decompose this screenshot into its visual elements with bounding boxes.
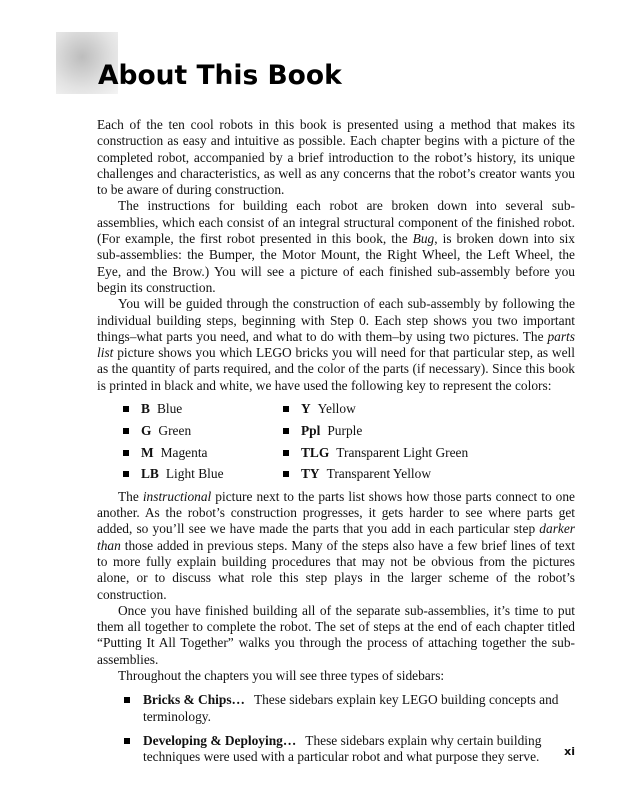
emphasis-instructional: instructional [142,488,212,504]
color-key-item [123,466,283,482]
color-name: Magenta [160,444,208,460]
sidebar-type-name: Bricks & Chips… [143,692,245,708]
bullet-square-icon [123,406,129,412]
bullet-square-icon [283,450,289,456]
color-key-item [283,445,503,461]
emphasis-darker-than: darker than [97,521,575,553]
bullet-square-icon [124,697,130,703]
bullet-square-icon [124,738,130,744]
bullet-square-icon [283,428,289,434]
sidebar-type-desc: These sidebars explain key LEGO building concepts and terminology. [143,692,559,724]
text-run: those added in previous steps. Many of the steps also have a few brief lines of text to more fully explain building procedures that may not be obvious from the pictures alone, or to discuss what role this step plays in the larger scheme of the robot’s construction. [97,537,575,602]
text-run: Throughout the chapters you will see three types of sidebars: [118,668,445,683]
bullet-square-icon [123,428,129,434]
color-name: Green [158,422,192,438]
emphasis-parts-list: parts list [97,328,575,361]
color-key-item [283,401,503,417]
bullet-square-icon [123,450,129,456]
color-name: Transparent Light Green [336,444,469,460]
color-code: LB [141,466,159,482]
color-key-list [123,401,575,483]
sidebar-type-text [143,733,575,766]
page-title: About This Book [98,60,342,91]
color-code: Y [301,401,311,417]
bullet-square-icon [123,471,129,477]
paragraph-putting-together [97,603,575,668]
sidebar-type-text [143,692,575,725]
color-code: TLG [301,444,330,460]
color-code: Ppl [301,422,321,438]
sidebar-type-name: Developing & Deploying… [143,732,297,748]
paragraph-sidebars-intro [97,668,575,684]
text-run: The instructions for building each robot are broken down into several sub-assemblies, which each consist of an integral structural component of the finished robot. (For example, the first robot presented in this book, the [97,198,575,247]
color-key-item [123,401,283,417]
color-name: Transparent Yellow [326,466,432,482]
text-run: You will be guided through the construction of each sub-assembly by following the individual building steps, beginning with Step 0. Each step shows you two important things–what parts you need, and what to do with them–by using two pictures. The [97,296,575,344]
color-code: TY [301,466,320,482]
color-key-item [123,445,283,461]
color-code: G [141,422,152,438]
text-run: The [118,488,143,504]
text-run: picture shows you which LEGO bricks you will need for that particular step, as well as the quantity of parts required, and the color of the parts (if necessary). Since this book is printed in black and white, we have used the following key to represent the colors: [97,345,575,393]
paragraph-subassemblies [97,198,575,296]
color-name: Blue [156,401,183,417]
color-key-item [123,423,283,439]
bullet-square-icon [283,471,289,477]
color-name: Purple [327,422,363,438]
paragraph-intro [97,117,575,198]
color-name: Light Blue [165,466,224,482]
page-number: xi [564,745,575,758]
paragraph-instructional [97,489,575,603]
text-run: Once you have finished building all of the separate sub-assemblies, it’s time to put them all together to complete the robot. The set of steps at the end of each chapter titled “Putting It All Together” walks you through the process of attaching together the sub-assemblies. [97,602,575,667]
color-code: M [141,444,154,460]
color-key-item [283,423,503,439]
text-run: picture next to the parts list shows how those parts connect to one another. As the robot’s construction progresses, it gets harder to see where parts get added, so you’ll see we have made the parts that you add in each particular step [97,488,575,537]
paragraph-steps [97,296,575,394]
sidebar-type-desc: These sidebars explain why certain building techniques were used with a particular robot and what purpose they serve. [143,732,542,765]
sidebar-type-item [124,733,575,766]
text-run: , is broken down into six sub-assemblies: the Bumper, the Motor Mount, the Right Wheel, the Left Wheel, the Eye, and the Brow.) You will see a picture of each finished sub-assembly before you begin its construction. [97,231,575,295]
sidebar-type-item [124,692,575,725]
sidebar-types-list [124,692,575,765]
paragraph-intro-text: Each of the ten cool robots in this book is presented using a method that makes its construction as easy and intuitive as possible. Each chapter begins with a picture of the completed robot, accompanied by a brief introduction to the robot’s history, its unique challenges and characteristics, as well as any concerns that the robot’s creator wants you to be aware of during construction. [97,117,575,198]
bullet-square-icon [283,406,289,412]
color-code: B [141,401,150,417]
color-key-item [283,466,503,482]
emphasis-bug: Bug [412,231,435,247]
color-name: Yellow [317,401,356,417]
body-text [97,117,575,773]
